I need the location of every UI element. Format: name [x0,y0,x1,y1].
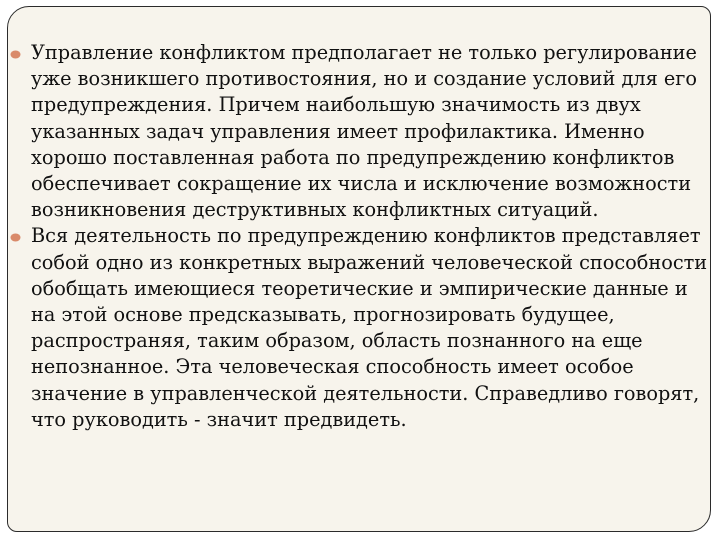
slide-content [10,40,712,433]
bullet-text-2: Вся деятельность по предупреждению конфликтов представляет собой одно из конкретных выражений человеческой способности обобщать имеющиеся теоретические и эмпирические данные и на этой основе предсказывать, прогнозировать будущее, распространяя, таким образом, область познанного на еще непознанное. Эта человеческая способность имеет особое значение в управленческой деятельности. Справедливо говорят, что руководить - значит предвидеть. [31,224,708,431]
bullet-text-1: Управление конфликтом предполагает не только регулирование уже возникшего противостояния, но и создание условий для его предупреждения. Причем наибольшую значимость из двух указанных задач управления имеет профилактика. Именно хорошо поставленная работа по предупреждению конфликтов обеспечивает сокращение их числа и исключение возможности возникновения деструктивных конфликтных ситуаций. [31,41,697,222]
bullet-item-1 [10,40,712,223]
bullet-item-2 [10,223,712,433]
bullet-icon [10,233,21,242]
bullet-icon [10,50,21,59]
